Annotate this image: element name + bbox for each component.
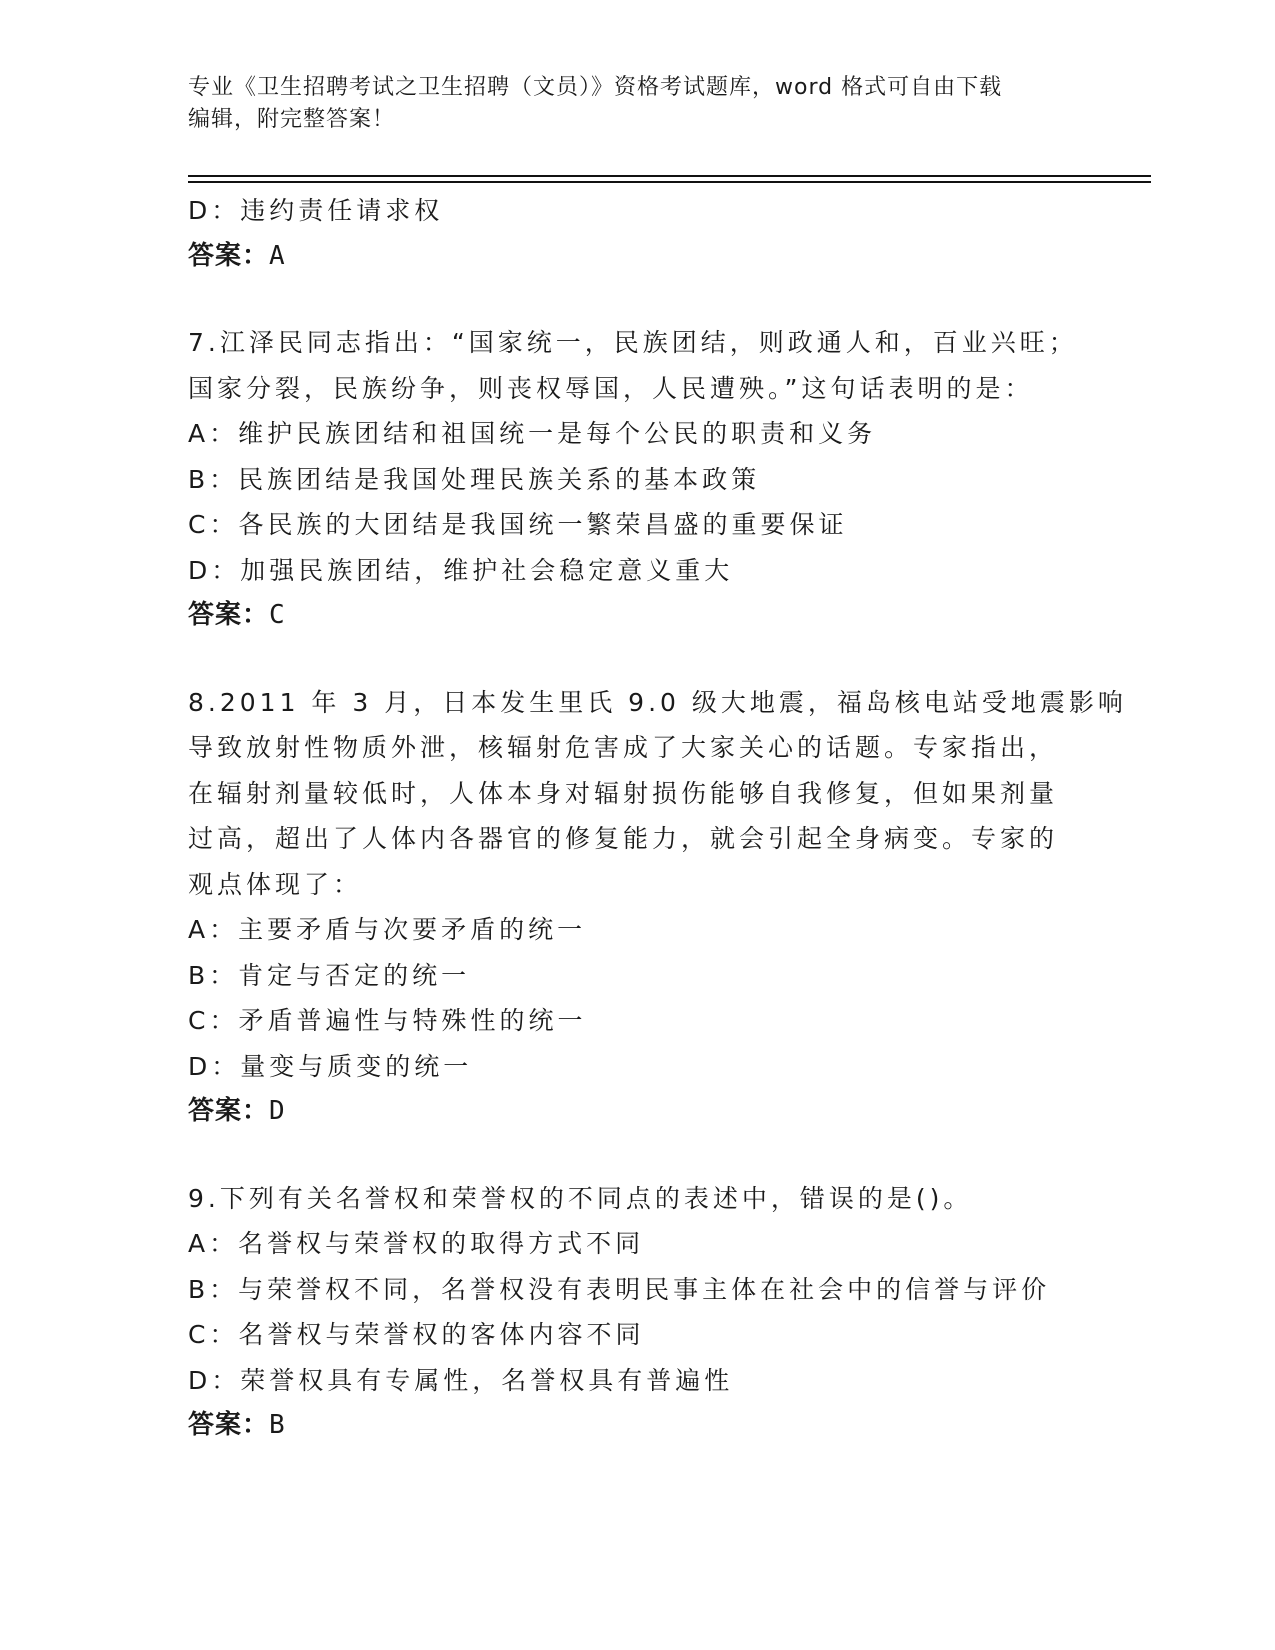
header-divider-top	[188, 175, 1151, 177]
option-b: B：与荣誉权不同，名誉权没有表明民事主体在社会中的信誉与评价	[188, 1274, 1051, 1304]
option-c: C：各民族的大团结是我国统一繁荣昌盛的重要保证	[188, 510, 848, 539]
previous-question-tail	[188, 188, 1108, 279]
answer-line	[188, 1089, 1108, 1135]
option-a: A：维护民族团结和祖国统一是每个公民的职责和义务	[188, 419, 877, 448]
stem-line: 过高，超出了人体内各器官的修复能力，就会引起全身病变。专家的	[188, 824, 1059, 853]
question-stem	[188, 320, 1108, 411]
option-a: A：主要矛盾与次要矛盾的统一	[188, 915, 587, 944]
question-9	[188, 1176, 1108, 1449]
answer-value: B	[269, 1410, 286, 1440]
stem-line: 观点体现了：	[188, 869, 363, 899]
stem-line: 9.下列有关名誉权和荣誉权的不同点的表述中，错误的是()。	[188, 1183, 973, 1213]
option-b: B：肯定与否定的统一	[188, 960, 471, 990]
option-c: C：名誉权与荣誉权的客体内容不同	[188, 1320, 645, 1349]
option-d: D：违约责任请求权	[188, 196, 444, 225]
stem-line: 7.江泽民同志指出：“国家统一，民族团结，则政通人和，百业兴旺；	[188, 328, 1078, 357]
option-b: B：民族团结是我国处理民族关系的基本政策	[188, 464, 761, 494]
stem-line: 8.2011 年 3 月，日本发生里氏 9.0 级大地震，福岛核电站受地震影响	[188, 687, 1127, 717]
question-8	[188, 680, 1127, 1135]
stem-line: 在辐射剂量较低时，人体本身对辐射损伤能够自我修复，但如果剂量	[188, 778, 1059, 808]
answer-line	[188, 593, 1108, 639]
stem-line: 国家分裂，民族纷争，则丧权辱国，人民遭殃。”这句话表明的是：	[188, 373, 1034, 403]
option-d: D：荣誉权具有专属性，名誉权具有普遍性	[188, 1365, 734, 1395]
document-body	[188, 188, 1127, 1449]
answer-value: D	[269, 1096, 286, 1126]
option-c: C：矛盾普遍性与特殊性的统一	[188, 1006, 587, 1035]
answer-line	[188, 234, 1108, 280]
option-d: D：量变与质变的统一	[188, 1051, 473, 1081]
question-7	[188, 320, 1108, 639]
answer-label: 答案：	[188, 600, 270, 630]
option-a: A：名誉权与荣誉权的取得方式不同	[188, 1229, 645, 1258]
answer-label: 答案：	[188, 1410, 270, 1440]
document-header	[188, 72, 1088, 136]
answer-value: A	[269, 240, 286, 271]
option-d: D：加强民族团结，维护社会稳定意义重大	[188, 555, 734, 585]
answer-label: 答案：	[188, 1096, 270, 1126]
answer-value: C	[269, 600, 286, 630]
header-line-1: 专业《卫生招聘考试之卫生招聘（文员）》资格考试题库，word 格式可自由下载	[188, 75, 1003, 100]
stem-line: 导致放射性物质外泄，核辐射危害成了大家关心的话题。专家指出，	[188, 733, 1059, 762]
question-stem	[188, 1176, 1108, 1222]
header-divider-bottom	[188, 181, 1151, 183]
header-line-2: 编辑，附完整答案！	[188, 107, 396, 132]
answer-label: 答案：	[188, 240, 270, 271]
question-stem	[188, 680, 1127, 908]
answer-line	[188, 1403, 1108, 1449]
